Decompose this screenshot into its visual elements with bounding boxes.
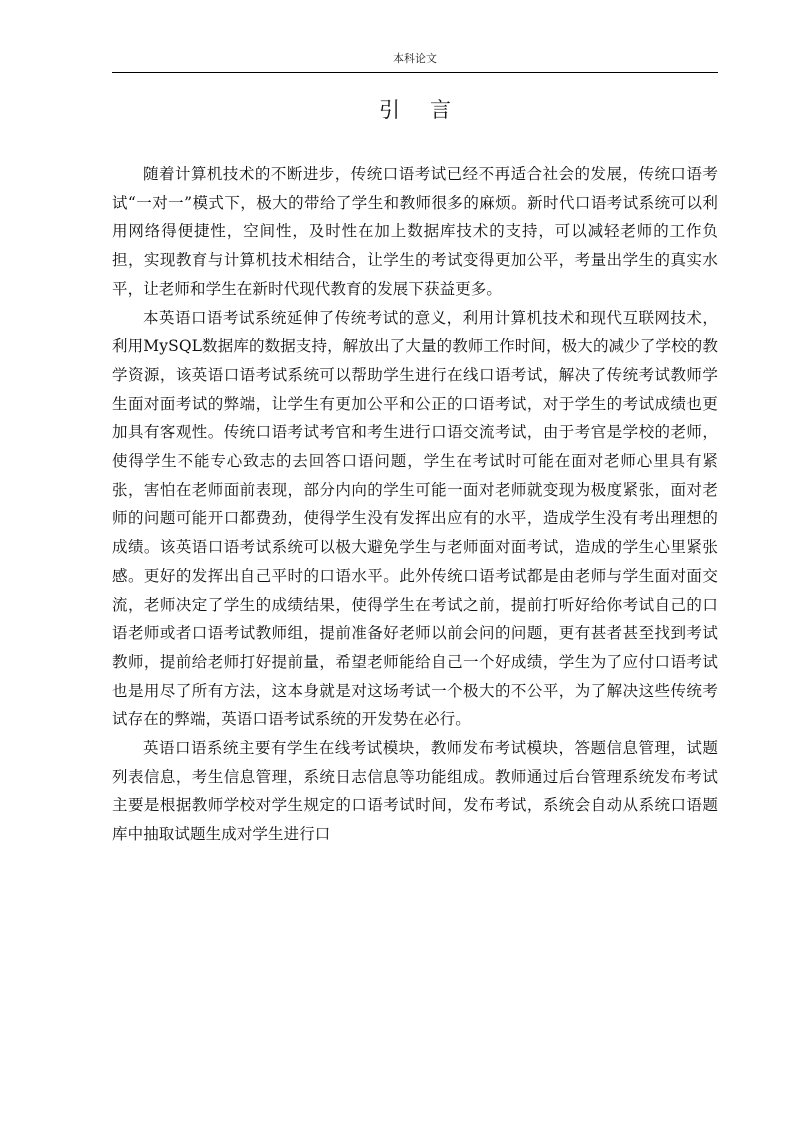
running-header: 本科论文 (393, 52, 437, 65)
body-text (112, 160, 718, 849)
paragraph: 随着计算机技术的不断进步，传统口语考试已经不再适合社会的发展，传统口语考试“一对一”模式下，极大的带给了学生和教师很多的麻烦。新时代口语考试系统可以利用网络得便捷性，空间性，及时性在加上数据库技术的支持，可以减轻老师的工作负担，实现教育与计算机技术相结合，让学生的考试变得更加公平，考量出学生的真实水平，让老师和学生在新时代现代教育的发展下获益更多。 (112, 165, 718, 298)
paragraph: 本英语口语考试系统延伸了传统考试的意义，利用计算机技术和现代互联网技术，利用MySQL数据库的数据支持，解放出了大量的教师工作时间，极大的减少了学校的教学资源，该英语口语考试系统可以帮助学生进行在线口语考试，解决了传统考试教师学生面对面考试的弊端，让学生有更加公平和公正的口语考试，对于学生的考试成绩也更加具有客观性。传统口语考试考官和考生进行口语交流考试，由于考官是学校的老师，使得学生不能专心致志的去回答口语问题，学生在考试时可能在面对老师心里具有紧张，害怕在老师面前表现，部分内向的学生可能一面对老师就变现为极度紧张，面对老师的问题可能开口都费劲，使得学生没有发挥出应有的水平，造成学生没有考出理想的成绩。该英语口语考试系统可以极大避免学生与老师面对面考试，造成的学生心里紧张感。更好的发挥出自己平时的口语水平。此外传统口语考试都是由老师与学生面对面交流，老师决定了学生的成绩结果，使得学生在考试之前，提前打听好给你考试自己的口语老师或者口语考试教师组，提前准备好老师以前会问的问题，更有甚者甚至找到考试教师，提前给老师打好提前量，希望老师能给自己一个好成绩，学生为了应付口语考试也是用尽了所有方法，这本身就是对这场考试一个极大的不公平，为了解决这些传统考试存在的弊端，英语口语考试系统的开发势在必行。 (112, 308, 718, 729)
paragraph: 英语口语系统主要有学生在线考试模块，教师发布考试模块，答题信息管理，试题列表信息，考生信息管理，系统日志信息等功能组成。教师通过后台管理系统发布考试主要是根据教师学校对学生规定的口语考试时间，发布考试，系统会自动从系统口语题库中抽取试题生成对学生进行口 (112, 739, 718, 844)
section-title: 引言 (379, 98, 481, 122)
header-rule (112, 72, 718, 73)
